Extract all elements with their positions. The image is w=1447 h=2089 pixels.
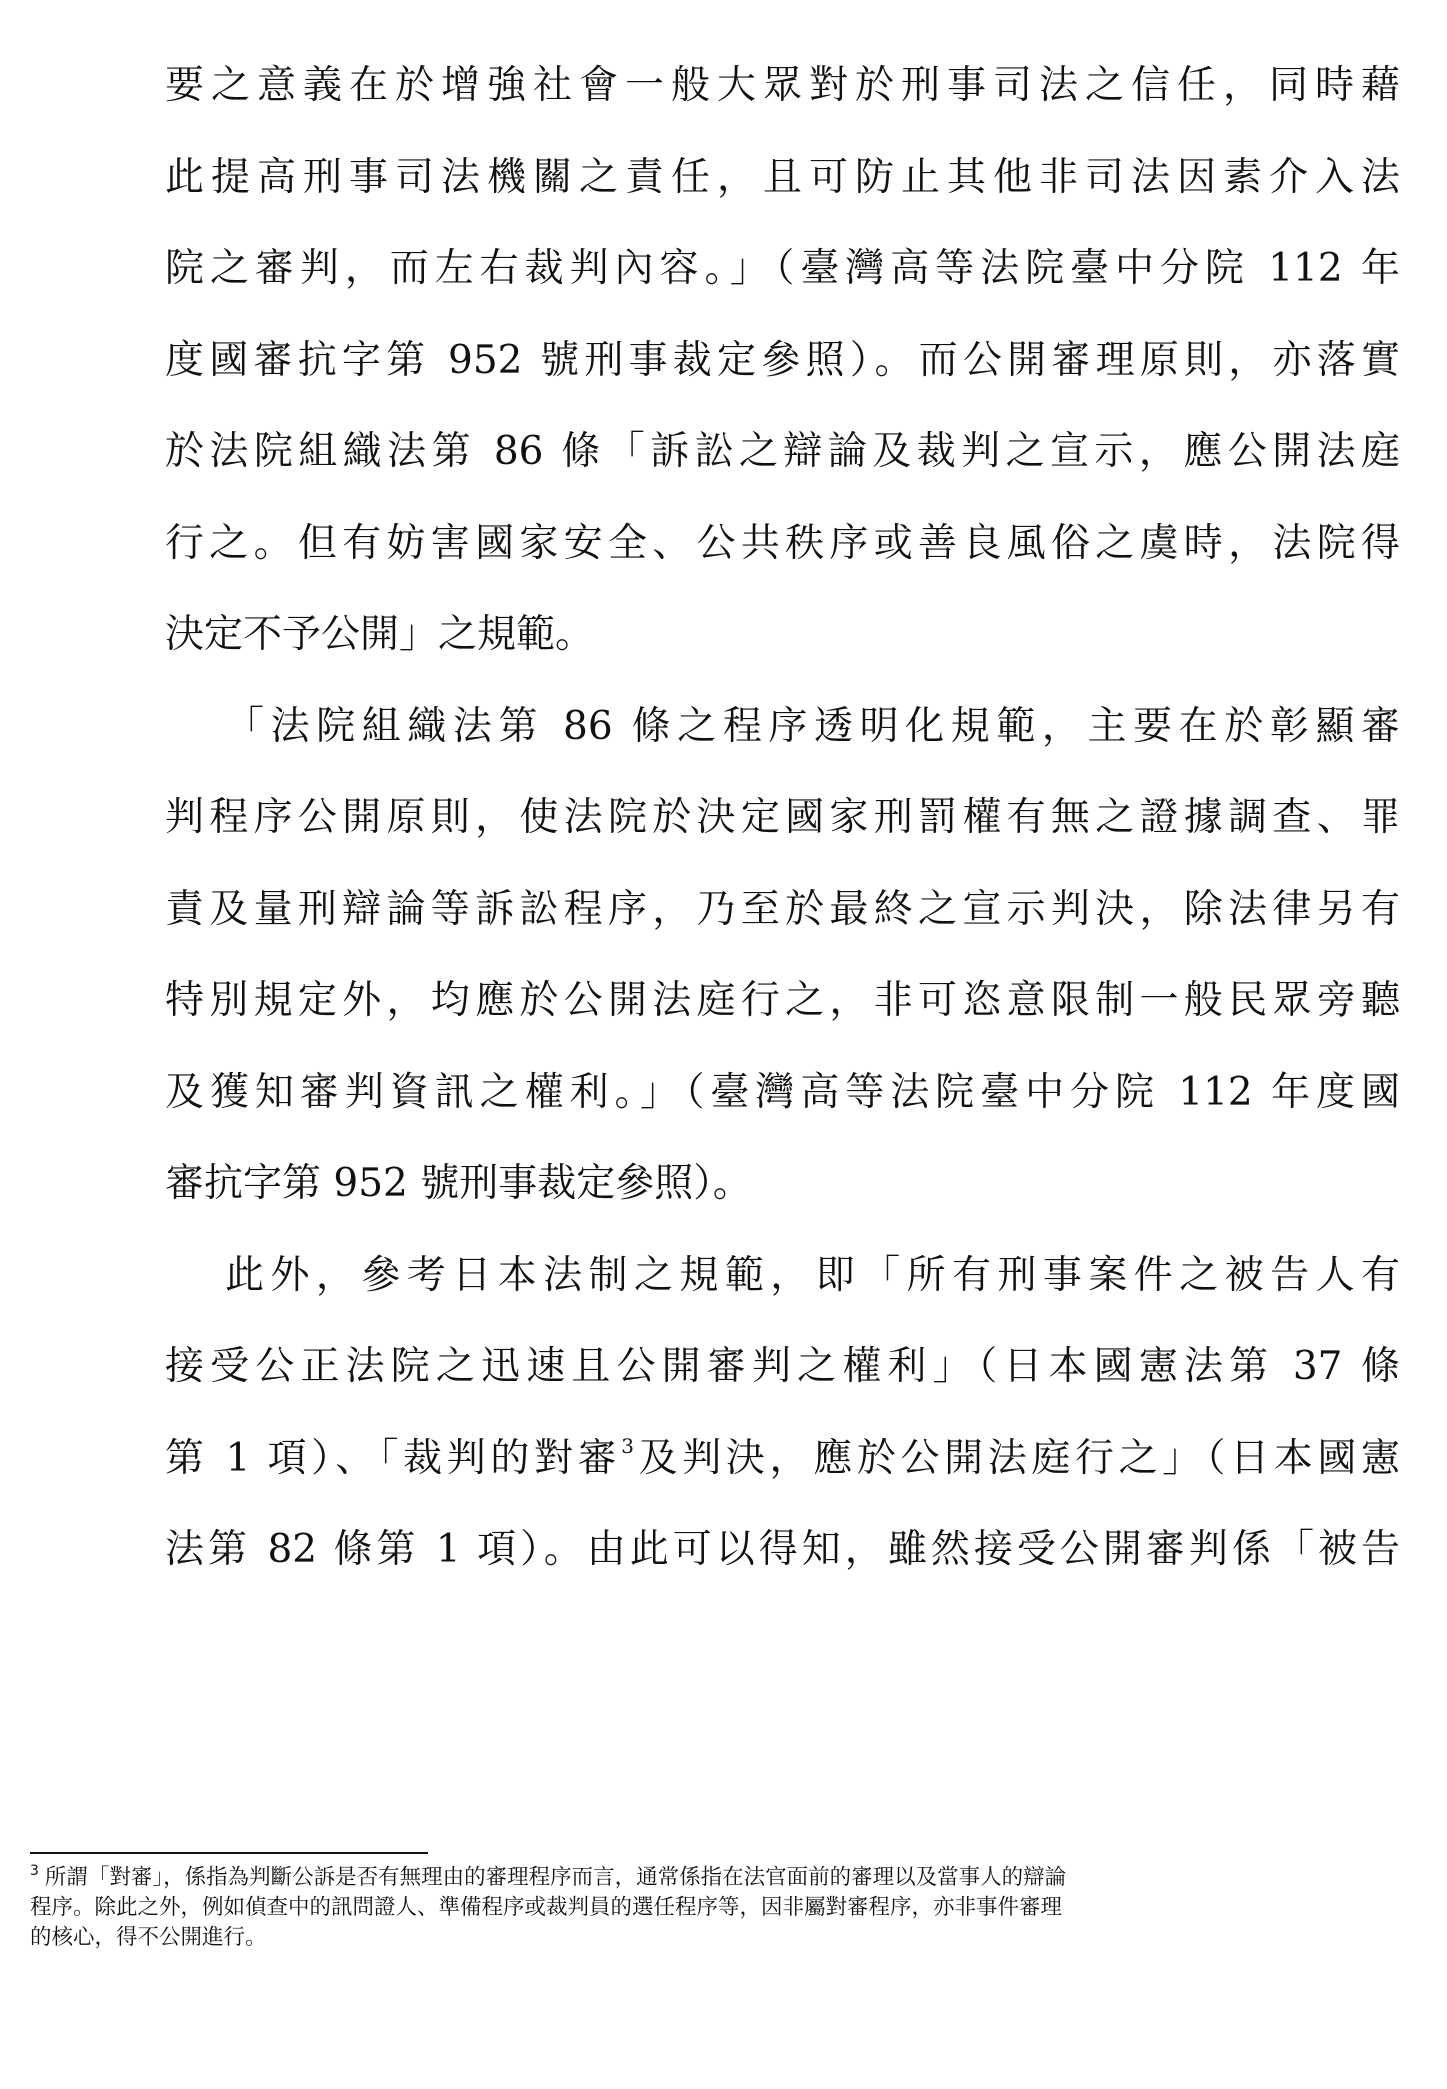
footnote-3-line-2: 程序。除此之外，例如偵查中的訊問證人、準備程序或裁判員的選任程序等，因非屬對審程序，亦非事件審理	[30, 1895, 1063, 1920]
paragraph-3-line-3	[165, 1413, 1400, 1505]
paragraph-2-line-5: 及獲知審判資訊之權利。」（臺灣高等法院臺中分院 112 年度國	[165, 1069, 1400, 1115]
paragraph-3-line-4: 法第 82 條第 1 項）。由此可以得知，雖然接受公開審判係「被告	[165, 1527, 1400, 1572]
footnote-separator	[30, 1852, 428, 1854]
paragraph-1-line-5: 於法院組織法第 86 條「訴訟之辯論及裁判之宣示，應公開法庭	[165, 429, 1400, 474]
paragraph-1-line-1: 要之意義在於增強社會一般大眾對於刑事司法之信任，同時藉	[165, 63, 1400, 108]
paragraph-3-line-3-after: 及判決，應於公開法庭行之」（日本國憲	[634, 1435, 1400, 1481]
paragraph-1-line-4: 度國審抗字第 952 號刑事裁定參照）。而公開審理原則，亦落實	[165, 337, 1400, 383]
paragraph-3-line-1: 此外，參考日本法制之規範，即「所有刑事案件之被告人有	[225, 1252, 1400, 1298]
footnote-3-line-3: 的核心，得不公開進行。	[30, 1925, 267, 1950]
footnote-3-text-1: 所謂「對審」，係指為判斷公訴是否有無理由的審理程序而言，通常係指在法官面前的審理以及當事人的辯論	[44, 1865, 1067, 1890]
paragraph-1-line-7: 決定不予公開」之規範。	[165, 612, 595, 657]
footnote-3-line-1	[30, 1863, 1400, 1893]
paragraph-2-line-1: 「法院組織法第 86 條之程序透明化規範，主要在於彰顯審	[225, 703, 1400, 749]
paragraph-1-line-3: 院之審判，而左右裁判內容。」（臺灣高等法院臺中分院 112 年	[165, 246, 1400, 291]
paragraph-3-line-2: 接受公正法院之迅速且公開審判之權利」（日本國憲法第 37 條	[165, 1344, 1400, 1389]
paragraph-2-line-3: 責及量刑辯論等訴訟程序，乃至於最終之宣示判決，除法律另有	[165, 886, 1400, 932]
paragraph-2-line-4: 特別規定外，均應於公開法庭行之，非可恣意限制一般民眾旁聽	[165, 978, 1400, 1023]
paragraph-2-line-6: 審抗字第 952 號刑事裁定參照）。	[165, 1161, 752, 1206]
body-text	[165, 40, 1400, 1596]
paragraph-3-line-3-before: 第 1 項）、「裁判的對審	[165, 1435, 622, 1481]
paragraph-1-line-6: 行之。但有妨害國家安全、公共秩序或善良風俗之虞時，法院得	[165, 520, 1400, 566]
paragraph-1-line-2: 此提高刑事司法機關之責任，且可防止其他非司法因素介入法	[165, 154, 1400, 200]
footnote-number: 3	[30, 1863, 39, 1879]
paragraph-2-line-2: 判程序公開原則，使法院於決定國家刑罰權有無之證據調查、罪	[165, 795, 1400, 840]
footnote-reference-3[interactable]: 3	[621, 1433, 634, 1458]
footnote-section	[30, 1863, 1400, 1953]
